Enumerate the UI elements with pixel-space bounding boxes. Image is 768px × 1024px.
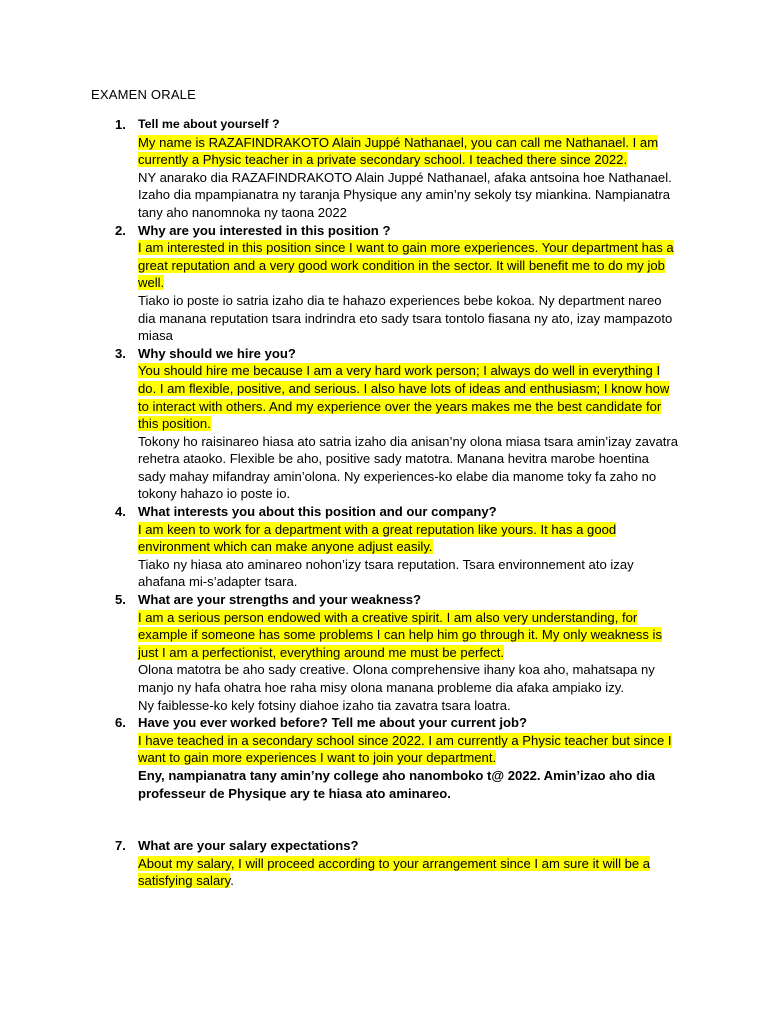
answer-english-tail: .: [230, 873, 234, 889]
question-number: 7.: [115, 838, 126, 854]
answer-malagasy-bold: Eny, nampianatra tany amin’ny college aho nanomboko t@ 2022. Amin’izao aho dia professeur de Physique ary te hiasa ato aminareo.: [138, 767, 655, 801]
answer-malagasy: Tiako io poste io satria izaho dia te hahazo experiences bebe kokoa. Ny department nareo dia manana reputation tsara indrindra eto sady tsara tontolo fiasana ny ato, izay mampazoto miasa: [138, 292, 673, 344]
blank-spacer: [0, 802, 768, 837]
question-number: 2.: [115, 222, 126, 238]
question-item-1: [0, 116, 680, 222]
question-number: 1.: [115, 117, 126, 132]
question-text: Have you ever worked before? Tell me about your current job?: [138, 715, 528, 731]
question-item-3: [0, 345, 680, 503]
answer-english-highlighted: I am a serious person endowed with a creative spirit. I am also very understanding, for example if someone has some problems I can help him go through it. My only weakness is just I am a perfectionist, everything around me must be perfect.: [138, 609, 663, 660]
answer-block: [138, 362, 680, 503]
answer-block: [138, 732, 680, 802]
answer-english-highlighted: My name is RAZAFINDRAKOTO Alain Juppé Nathanael, you can call me Nathanael. I am currently a Physic teacher in a private secondary school. I teached there since 2022.: [138, 134, 659, 168]
question-item-4: [0, 503, 680, 591]
question-item-7: [0, 837, 680, 890]
question-number: 5.: [115, 592, 126, 608]
answer-english-highlighted: I have teached in a secondary school since 2022. I am currently a Physic teacher but since I want to gain more experiences I want to join your department.: [138, 732, 672, 766]
answer-malagasy: Tokony ho raisinareo hiasa ato satria izaho dia anisan’ny olona miasa tsara amin’izay zavatra rehetra ataoko. Flexible be aho, positive sady matotra. Manana hevitra marobe hoentina sady mahay mifandray amin’olona. Ny experiences-ko elabe dia manome toky fa zaho no tokony hahazo io poste io.: [138, 433, 679, 502]
question-number: 3.: [115, 345, 126, 361]
answer-malagasy-weakness: Ny faiblesse-ko kely fotsiny diahoe izaho tia zavatra tsara loatra.: [138, 697, 511, 713]
question-number: 4.: [115, 504, 126, 520]
answer-english-highlighted: I am interested in this position since I want to gain more experiences. Your department has a great reputation and a very good work condition in the sector. It will benefit me to do my job well.: [138, 240, 674, 291]
answer-block: [138, 239, 680, 345]
question-item-2: [0, 222, 680, 345]
question-number: 6.: [115, 715, 126, 731]
question-text: Tell me about yourself ?: [138, 117, 280, 131]
question-text: What are your strengths and your weakness?: [138, 592, 422, 608]
answer-malagasy: NY anarako dia RAZAFINDRAKOTO Alain Juppé Nathanael, afaka antsoina hoe Nathanael. Izaho dia mpampianatra ny taranja Physique any amin’ny sekoly tsy miankina. Nampianatra tany aho nanomnoka ny taona 2022: [138, 169, 672, 220]
question-text: What interests you about this position and our company?: [138, 504, 497, 520]
answer-english-highlighted: About my salary, I will proceed according to your arrangement since I am sure it will be a satisfying salary: [138, 855, 651, 889]
answer-english-highlighted: You should hire me because I am a very hard work person; I always do well in everything I do. I am flexible, positive, and serious. I also have lots of ideas and enthusiasm; I know how to interact with others. And my experience over the years makes me the best candidate for this position.: [138, 363, 670, 432]
answer-block: [138, 855, 680, 890]
answer-block: [138, 609, 680, 715]
answer-malagasy: Tiako ny hiasa ato aminareo nohon’izy tsara reputation. Tsara environnement ato izay ahafana mi-s’adapter tsara.: [138, 556, 634, 590]
document-title: EXAMEN ORALE: [91, 87, 196, 102]
answer-english-highlighted: I am keen to work for a department with a great reputation like yours. It has a good environment which can make anyone adjust easily.: [138, 521, 617, 555]
question-item-5: [0, 591, 680, 714]
question-text: Why are you interested in this position ?: [138, 222, 391, 238]
question-text: Why should we hire you?: [138, 345, 296, 361]
question-text: What are your salary expectations?: [138, 838, 359, 854]
answer-block: [138, 134, 680, 222]
question-list: [0, 116, 768, 890]
answer-block: [138, 521, 680, 591]
question-item-6: [0, 714, 680, 802]
answer-malagasy: Olona matotra be aho sady creative. Olona comprehensive ihany koa aho, mahatsapa ny manjo ny hafa ohatra hoe raha misy olona manana probleme dia afaka ampiako izy.: [138, 662, 655, 695]
